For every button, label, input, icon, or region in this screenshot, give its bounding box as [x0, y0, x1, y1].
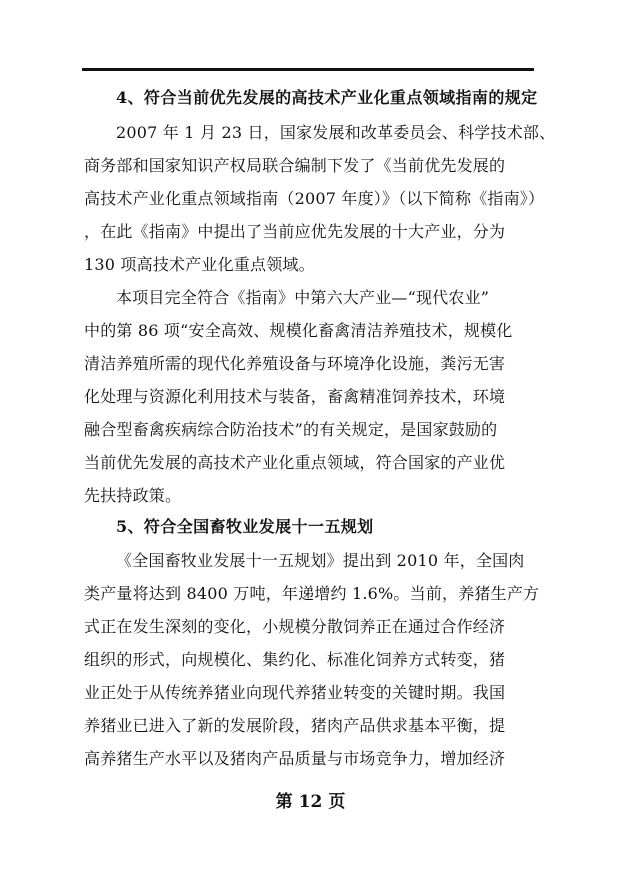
text-line: 化处理与资源化利用技术与装备，畜禽精准饲养技术，环境: [84, 387, 506, 406]
page-footer: [0, 791, 621, 813]
text-line: 类产量将达到 8400 万吨，年递增约 1.6%。当前，养猪生产方: [84, 584, 540, 603]
text-line: 组织的形式，向规模化、集约化、标准化饲养方式转变，猪: [84, 650, 506, 669]
text-line: 当前优先发展的高技术产业化重点领域，符合国家的产业优: [84, 453, 506, 472]
text-line: ，在此《指南》中提出了当前应优先发展的十大产业，分为: [84, 222, 506, 241]
text-line: 式正在发生深刻的变化，小规模分散饲养正在通过合作经济: [84, 617, 506, 636]
text-line: 先扶持政策。: [84, 486, 182, 505]
text-line: 商务部和国家知识产权局联合编制下发了《当前优先发展的: [84, 156, 506, 175]
page-label-prefix: 第: [275, 792, 293, 812]
section-5-heading: 5、符合全国畜牧业发展十一五规划: [116, 517, 374, 536]
section-4-heading: 4、符合当前优先发展的高技术产业化重点领域指南的规定: [116, 88, 538, 107]
text-line: 《全国畜牧业发展十一五规划》提出到 2010 年，全国肉: [116, 551, 525, 570]
text-line: 130 项高技术产业化重点领域。: [84, 255, 315, 274]
page-number: 12: [298, 792, 323, 812]
text-line: 融合型畜禽疾病综合防治技术”的有关规定，是国家鼓励的: [84, 420, 498, 439]
text-line: 2007 年 1 月 23 日，国家发展和改革委员会、科学技术部、: [116, 123, 556, 142]
text-line: 中的第 86 项“安全高效、规模化畜禽清洁养殖技术，规模化: [84, 321, 513, 340]
text-line: 业正处于从传统养猪业向现代养猪业转变的关键时期。我国: [84, 683, 506, 702]
text-line: 养猪业已进入了新的发展阶段，猪肉产品供求基本平衡，提: [84, 716, 506, 735]
header-rule: [82, 68, 534, 71]
text-line: 本项目完全符合《指南》中第六大产业—“现代农业”: [116, 288, 490, 307]
text-line: 高养猪生产水平以及猪肉产品质量与市场竞争力，增加经济: [84, 749, 506, 768]
page-label-suffix: 页: [328, 792, 346, 812]
text-line: 清洁养殖所需的现代化养殖设备与环境净化设施，粪污无害: [84, 354, 506, 373]
text-line: 高技术产业化重点领域指南（2007 年度）》（以下简称《指南》）: [84, 189, 545, 208]
